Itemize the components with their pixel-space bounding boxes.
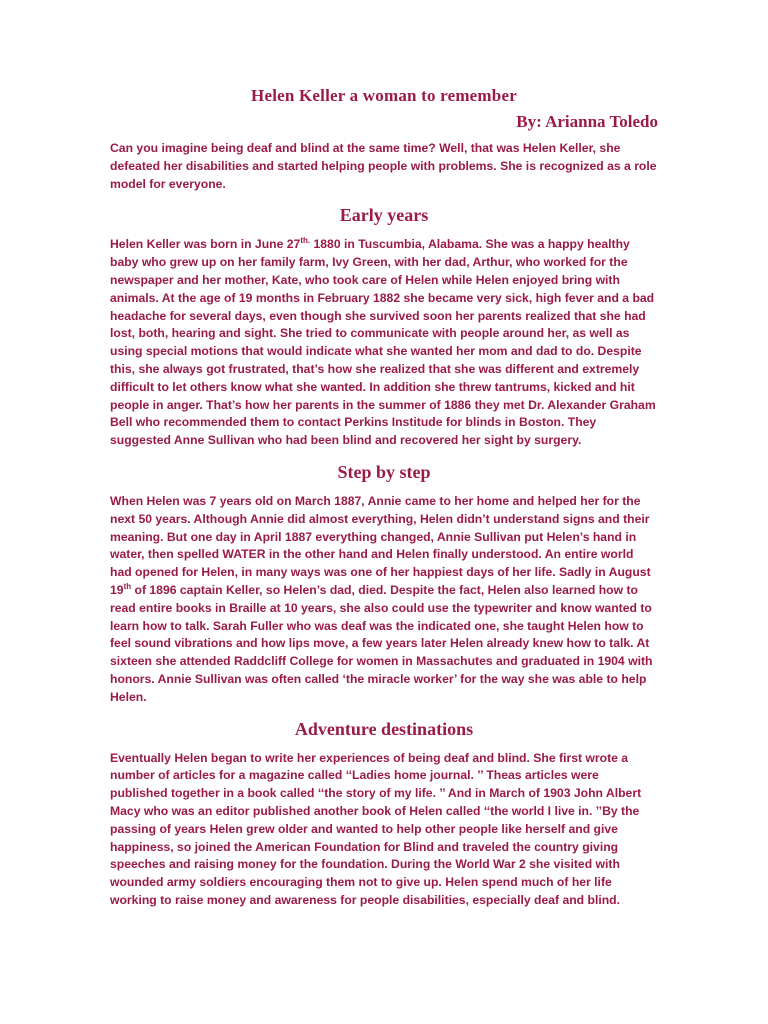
- superscript-text: th: [123, 581, 132, 591]
- paragraph-text: Eventually Helen began to write her experiences of being deaf and blind. She first wrote a number of articles for a magazine called ‘‘Ladies home journal. ’’ Theas articles were published together in a book called ‘‘the story of my life. ’’ And in March of 1903 John Albert Macy who was an editor published another book of Helen called ‘‘the world I live in. ’’By the passing of years Helen grew older and wanted to help other people like herself and give happiness, so joined the American Foundation for Blind and traveled the country giving speeches and raising money for the foundation. During the World War 2 she visited with wounded army soldiers encouraging them not to give up. Helen spend much of her life working to raise money and awareness for people disabilities, especially deaf and blind.: [110, 750, 642, 907]
- superscript-text: th.: [300, 236, 311, 246]
- section-heading-step-by-step: Step by step: [337, 461, 431, 482]
- paragraph-text: 1880 in Tuscumbia, Alabama. She was a happy healthy baby who grew up on her family farm, Ivy Green, with her dad, Arthur, who worked for the newspaper and her mother, Kate, who took care of Helen while Helen enjoyed bring with animals. At the age of 19 months in February 1882 she became very sick, high fever and a bad headache for several days, even though she survived soon her parents realized that she had lost, both, hearing and sight. She tried to communicate with people around her, as well as using special motions that would indicate what she wanted her mom and dad to do. Despite this, she always got frustrated, that’s how she realized that she was different and extremely difficult to let others know what she wanted. In addition she threw tantrums, kicked and hit people in anger. That’s how her parents in the summer of 1886 they met Dr. Alexander Graham Bell who recommended them to contact Perkins Institude for blinds in Boston. They suggested Anne Sullivan who had been blind and recovered her sight by surgery.: [110, 237, 656, 448]
- section-paragraph-step-by-step: [110, 493, 658, 707]
- paragraph-text: of 1896 captain Keller, so Helen’s dad, died. Despite the fact, Helen also learned how to read entire books in Braille at 10 years, she also could use the typewriter and know wanted to learn how to talk. Sarah Fuller who was deaf was the indicated one, she taught Helen how to feel sound vibrations and how lips move, a few years later Helen already knew how to talk. At sixteen she attended Raddcliff College for women in Massachutes and graduated in 1904 with honors. Annie Sullivan was often called ‘the miracle worker’ for the way she was able to help Helen.: [110, 582, 653, 704]
- section-heading-adventure-destinations: Adventure destinations: [294, 718, 474, 739]
- paragraph-text: Helen Keller was born in June 27: [110, 237, 301, 252]
- document-title: Helen Keller a woman to remember: [251, 86, 517, 105]
- section-heading-early-years: Early years: [339, 205, 429, 226]
- author-byline: By: Arianna Toledo: [516, 112, 658, 131]
- paragraph-text: When Helen was 7 years old on March 1887, Annie came to her home and helped her for the next 50 years. Although Annie did almost everything, Helen didn’t understand signs and their meaning. But one day in April 1887 everything changed, Annie Sullivan put Helen’s hand in water, then spelled WATER in the other hand and Helen finally understood. An entire world had opened for Helen, in many ways was one of her happiest days of her life. Sadly in August 19: [110, 493, 651, 597]
- section-paragraph-adventure-destinations: [110, 750, 658, 910]
- section-paragraph-early-years: [110, 236, 658, 450]
- intro-paragraph: Can you imagine being deaf and blind at the same time? Well, that was Helen Keller, she defeated her disabilities and started helping people with problems. She is recognized as a role model for everyone.: [110, 141, 657, 191]
- document-page: [110, 86, 658, 910]
